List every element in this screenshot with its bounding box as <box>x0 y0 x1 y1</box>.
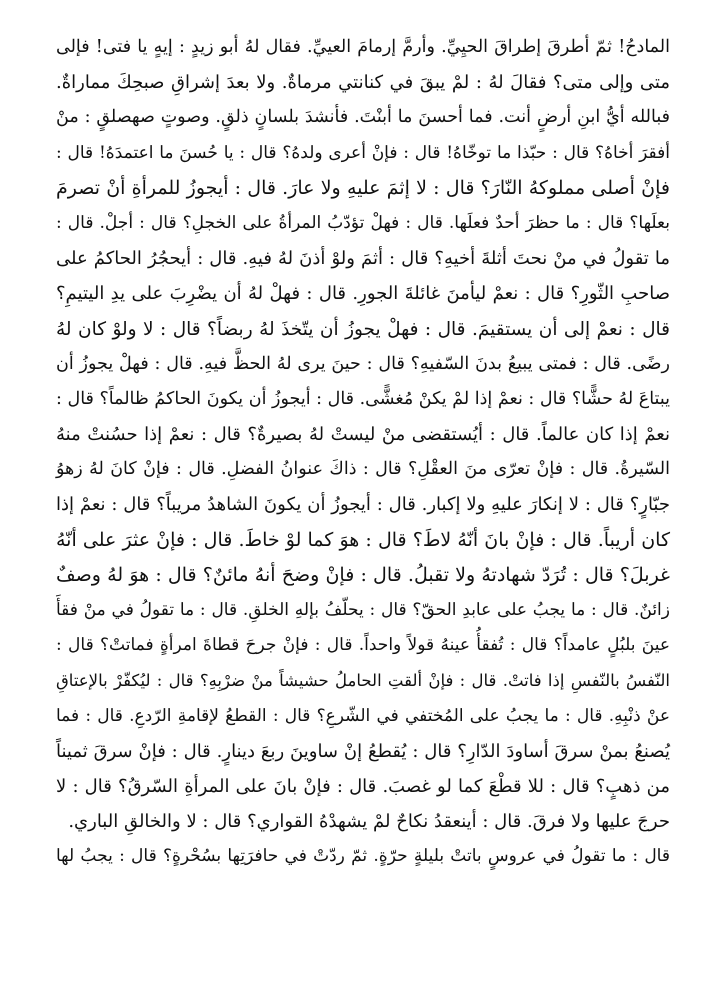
text-line: متى وإلى متى؟ فقالَ لهُ : لمْ يبقَ في كنانتي مرماةٌ. ولا بعدَ إشراقِ صبحِكَ مماراةٌ. <box>56 72 670 94</box>
text-line: قال : ما تقولُ في عروسٍ باتتْ بليلةٍ حرّةٍ. ثمّ ردّتْ في حافرَتِها بسُحْرةٍ؟ قال : يجبُ لها <box>56 846 670 867</box>
text-line: جبّارٍ؟ قال : لا إنكارَ عليهِ ولا إكبار. قال : أيجوزُ أن يكونَ الشاهدُ مريباً؟ قال : نعمْ إذا <box>56 494 670 516</box>
text-line: يُصنعُ بمنْ سرقَ أساودَ الدّارِ؟ قال : يُقطعُ إنْ ساوينَ ربعَ دينارٍ. قال : فإنْ سرقَ ثميناً <box>56 740 670 762</box>
text-line: قال : نعمْ إلى أن يستقيمَ. قال : فهلْ يجوزُ أن يتّخذَ لهُ ربضاً؟ قال : لا ولوْ كان لهُ <box>56 318 670 340</box>
text-line: كان أريباً. قال : فإنْ بانَ أنّهُ لاطَ؟ قال : هوَ كما لوْ خاطَ. قال : فإنْ عثرَ على أنّهُ <box>56 528 670 551</box>
text-line: النّفسُ بالنّفسِ إذا فاتتْ. قال : فإنْ ألقتِ الحاملُ حشيشاً منْ ضرْبِهِ؟ قال : ليُكفّرْ بالإعتاقِ <box>56 671 670 691</box>
document-page <box>56 30 670 875</box>
text-line: زائنٌ. قال : ما يجبُ على عابدِ الحقّ؟ قال : يحلّفُ بإلهِ الخلقِ. قال : ما تقولُ في منْ فقأَ <box>56 600 670 620</box>
text-line: بعلَها؟ قال : ما حظرَ أحدٌ فعلَها. قال : فهلْ تؤدّبُ المرأةُ على الخجلِ؟ قال : أجلْ. قال : <box>56 212 670 233</box>
text-line: المادحُ! ثمّ أطرقَ إطراقَ الحيِيِّ. وأرمَّ إرمامَ العييِّ. فقال لهُ أبو زيدٍ : إيهٍ يا فتى! فإلى <box>56 37 670 57</box>
text-line: فإنْ أصلى مملوكهُ النّارَ؟ قال : لا إثمَ عليهِ ولا عارَ. قال : أيجوزُ للمرأةِ أنْ تصرمَ <box>56 176 670 199</box>
text-line: نعمْ إذا كان عالماً. قال : أيُستقضى منْ ليستْ لهُ بصيرةٌ؟ قال : نعمْ إذا حسُنتْ منهُ <box>56 424 670 446</box>
text-line: ما تقولُ في منْ نحتَ أثلةَ أخيهِ؟ قال : أثمَ ولوْ أذنَ لهُ فيهِ. قال : أيحجُرُ الحاكمُ على <box>56 248 670 270</box>
text-line: غربلَ؟ قال : تُرَدّ شهادتهُ ولا تقبلُ. قال : فإنْ وضحَ أنهُ مائنٌ؟ قال : هوَ لهُ وصفٌ <box>56 563 670 586</box>
text-line: أفقرَ أخاهُ؟ قال : حبّذا ما توخّاهُ! قال : فإنْ أعرى ولدهُ؟ قال : يا حُسنَ ما اعتمدَهُ! قال : <box>56 142 670 163</box>
text-line: من ذهبٍ؟ قال : للا قطْعَ كما لو غصبَ. قال : فإنْ بانَ على المرأةِ السّرقُ؟ قال : لا <box>56 775 670 797</box>
text-line: صاحبِ الثّورِ؟ قال : نعمْ ليأمنَ غائلةَ الجورِ. قال : فهلْ لهُ أن يضْرِبَ على يدِ اليتيمِ؟ <box>56 283 670 305</box>
text-line: عنْ ذنْبِهِ. قال : ما يجبُ على المُختفي في الشّرعِ؟ قال : القطعُ لإقامةِ الرّدعِ. قال : فما <box>56 705 670 726</box>
text-line: حرجَ عليها ولا فرقَ. قال : أينعقدُ نكاحٌ لمْ يشهدْهُ القواري؟ قال : لا والخالقِ الباري. <box>68 811 670 833</box>
text-line: رضًى. قال : فمتى يبيعُ بدنَ السّفيهِ؟ قال : حينَ يرى لهُ الحظَّ فيهِ. قال : فهلْ يجوزُ أن <box>56 353 670 374</box>
text-line: السّيرةُ. قال : فإنْ تعرّى منَ العقْلِ؟ قال : ذاكَ عنوانُ الفضلِ. قال : فإنْ كانَ لهُ زهوُ <box>56 459 670 480</box>
text-line: عينَ بلبُلٍ عامداً؟ قال : تُفقأُ عينهُ قولاً واحداً. قال : فإنْ جرحَ قطاةَ امرأةٍ فماتتْ؟ قال : <box>56 635 670 656</box>
text-line: يبتاعَ لهُ حشًّا؟ قال : نعمْ إذا لمْ يكنْ مُغشًّى. قال : أيجوزُ أن يكونَ الحاكمُ ظالماً؟ قال : <box>56 388 670 409</box>
text-line: فبالله أيُّ ابنِ أرضٍ أنت. فما أحسنَ ما أبنْتَ. فأنشدَ بلسانٍ ذلقٍ. وصوتٍ صهصلقٍ : منْ <box>56 107 670 128</box>
